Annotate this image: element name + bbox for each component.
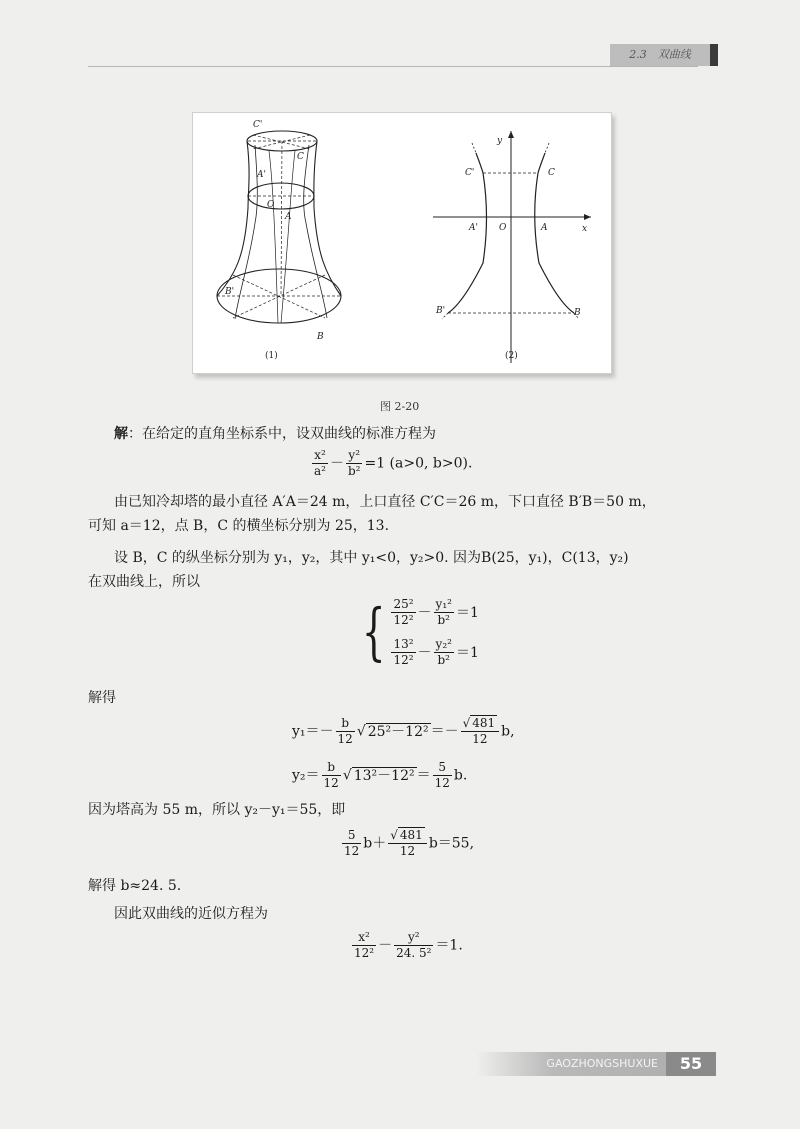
label-a-prime-left: A' (257, 170, 266, 180)
paragraph-on-hyperbola: 在双曲线上，所以 (88, 574, 200, 590)
label-o-left: O (267, 200, 275, 210)
book-title-bar: GAOZHONGSHUXUE (476, 1052, 666, 1076)
equation-system: { $\frac{\text{25²}}{\text{12²}}$ － $\frac{\text{y₁²}}{\text{b²}}$ ＝1 $\frac{\text{13²}}{\text{12²}}$ － $\frac{\text{y₂²}}{\text{b²}}$ ＝1 (354, 592, 479, 672)
caption-2: (2) (505, 351, 518, 361)
figure-caption: 图 2-20 (380, 400, 420, 413)
section-tab: 2.3 双曲线 (610, 44, 710, 66)
label-x-axis: x (582, 224, 588, 234)
solve-label-1: 解得 (88, 690, 116, 706)
paragraph-b-result: 解得 b≈24. 5. (88, 878, 182, 894)
equation-y2: y₂＝ $\frac{b}{12}$ √ 13²－12² ＝ $\frac{5}{12}$ b. (292, 760, 468, 790)
system-line-2: $\frac{\text{13²}}{\text{12²}}$ － $\frac{\text{y₂²}}{\text{b²}}$ ＝1 (393, 636, 479, 667)
solution-intro: 解：在给定的直角坐标系中，设双曲线的标准方程为 (114, 426, 436, 442)
cooling-tower-drawing (217, 131, 341, 323)
label-b-prime-right: B' (436, 306, 446, 316)
label-a-left: A (285, 212, 292, 222)
label-c-left: C (297, 152, 304, 162)
label-a-right: A (541, 223, 548, 233)
header-rule (88, 66, 698, 67)
label-c-right: C (548, 168, 555, 178)
paragraph-y-coords: 设 B，C 的纵坐标分别为 y₁，y₂，其中 y₁<0，y₂>0. 因为B(25，y₁)，C(13，y₂) (114, 550, 629, 566)
paragraph-a-value: 可知 a＝12，点 B，C 的横坐标分别为 25，13. (88, 518, 390, 534)
equation-sum: $\frac{5}{12}$ b＋ $\frac{√ 481}{12}$ b＝55, (344, 828, 475, 858)
figure-2-20 (192, 112, 612, 374)
paragraph-approx-eq: 因此双曲线的近似方程为 (114, 906, 268, 922)
paragraph-diameters: 由已知冷却塔的最小直径 A′A＝24 m，上口直径 C′C＝26 m，下口直径 B′B＝50 m， (114, 494, 656, 510)
label-y-axis: y (497, 136, 503, 146)
label-b-prime-left: B' (225, 287, 235, 297)
label-c-prime-left: C' (253, 120, 263, 130)
label-o-right: O (499, 223, 507, 233)
equation-y1: y₁＝－ $\frac{b}{12}$ √ 25²－12² ＝－ $\frac{√ 481}{12}$ b, (292, 716, 515, 746)
caption-1: (1) (265, 351, 278, 361)
figure-svg (193, 113, 611, 373)
label-c-prime-right: C' (465, 168, 475, 178)
hyperbola-diagram (433, 131, 591, 363)
section-tab-marker (710, 44, 718, 66)
label-a-prime-right: A' (469, 223, 478, 233)
system-line-1: $\frac{\text{25²}}{\text{12²}}$ － $\frac{\text{y₁²}}{\text{b²}}$ ＝1 (393, 596, 479, 627)
equation-final: $\frac{\text{x²}}{\text{12²}}$ － $\frac{\text{y²}}{\text{24. 5²}}$ ＝1. (354, 930, 463, 960)
solution-label: 解 (114, 426, 128, 442)
label-b-right: B (574, 308, 581, 318)
page-number: 55 (666, 1052, 716, 1076)
paragraph-tower-height: 因为塔高为 55 m，所以 y₂－y₁＝55，即 (88, 802, 346, 818)
tower-right-profile (314, 141, 341, 296)
equation-standard-form: $\frac{\text{x²}}{\text{a²}}$ － $\frac{\text{y²}}{\text{b²}}$ =1 (a>0, b>0). (314, 448, 473, 478)
label-b-left: B (317, 332, 324, 342)
tower-left-profile (217, 141, 249, 296)
